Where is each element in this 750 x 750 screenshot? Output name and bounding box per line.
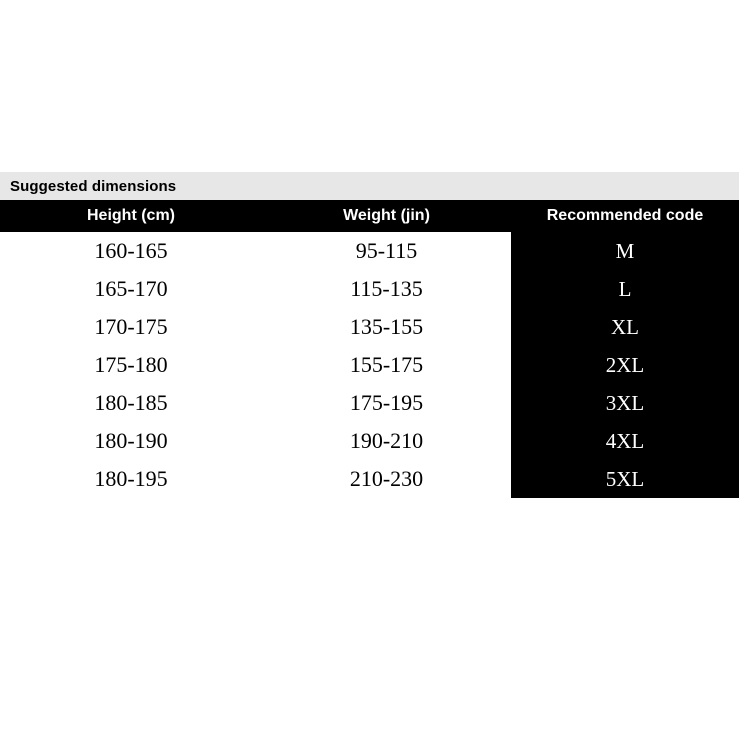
cell-weight: 175-195	[262, 384, 511, 422]
cell-height: 160-165	[0, 232, 262, 270]
cell-weight: 190-210	[262, 422, 511, 460]
cell-weight: 155-175	[262, 346, 511, 384]
cell-height: 180-185	[0, 384, 262, 422]
table-row	[0, 308, 739, 346]
cell-code: XL	[511, 308, 739, 346]
cell-code: 3XL	[511, 384, 739, 422]
cell-code: M	[511, 232, 739, 270]
cell-height: 180-195	[0, 460, 262, 498]
column-header-code: Recommended code	[546, 207, 704, 224]
cell-height: 170-175	[0, 308, 262, 346]
column-header-height: Height (cm)	[87, 207, 175, 224]
table-row	[0, 384, 739, 422]
table-caption-bar	[0, 172, 739, 200]
table-row	[0, 422, 739, 460]
cell-weight: 210-230	[262, 460, 511, 498]
cell-height: 175-180	[0, 346, 262, 384]
table-row	[0, 270, 739, 308]
table-row	[0, 460, 739, 498]
cell-code: L	[511, 270, 739, 308]
cell-weight: 115-135	[262, 270, 511, 308]
column-header-weight: Weight (jin)	[343, 207, 430, 224]
table-body	[0, 232, 739, 498]
cell-height: 165-170	[0, 270, 262, 308]
table-header-row	[0, 200, 739, 232]
cell-code: 2XL	[511, 346, 739, 384]
cell-weight: 95-115	[262, 232, 511, 270]
table-caption-text: Suggested dimensions	[10, 177, 177, 195]
size-chart-table	[0, 172, 739, 498]
cell-code: 5XL	[511, 460, 739, 498]
table-row	[0, 232, 739, 270]
cell-height: 180-190	[0, 422, 262, 460]
cell-weight: 135-155	[262, 308, 511, 346]
cell-code: 4XL	[511, 422, 739, 460]
table-row	[0, 346, 739, 384]
